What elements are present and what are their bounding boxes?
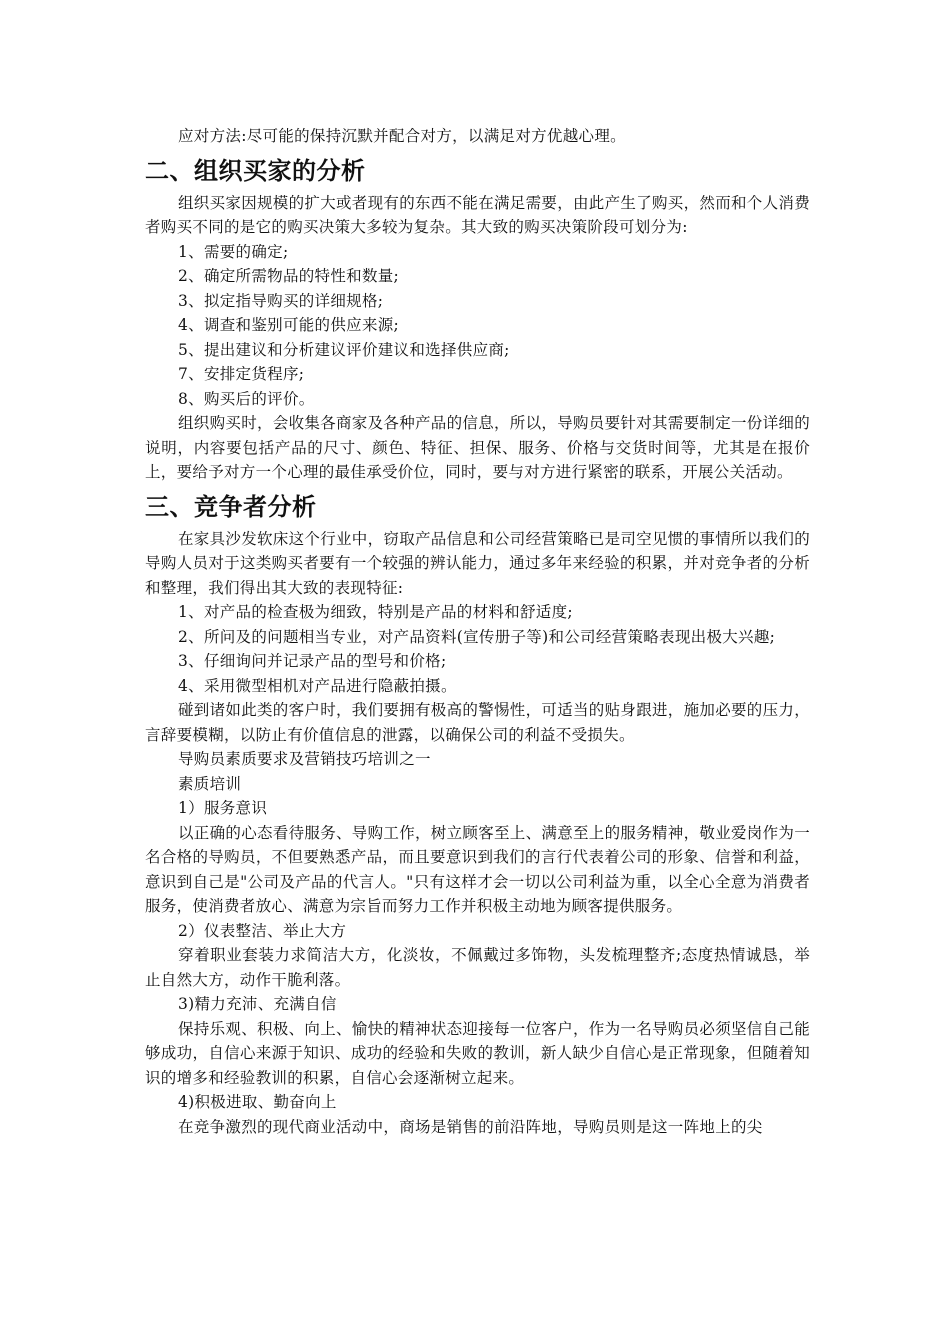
list-item: 3、拟定指导购买的详细规格; xyxy=(178,291,384,310)
list-item: 4、采用微型相机对产品进行隐蔽拍摄。 xyxy=(178,676,457,695)
paragraph: 组织购买时，会收集各商家及各种产品的信息，所以，导购员要针对其需要制定一份详细的说明，内容要包括产品的尺寸、颜色、特征、担保、服务、价格与交货时间等，尤其是在报价上，要给予对方一个心理的最佳承受价位，同时，要与对方进行紧密的联系，开展公关活动。 xyxy=(145,414,811,481)
list-item: 2、所问及的问题相当专业，对产品资料(宣传册子等)和公司经营策略表现出极大兴趣; xyxy=(178,627,776,646)
section-heading-competitors: 三、竞争者分析 xyxy=(145,492,317,521)
paragraph: 穿着职业套装力求简洁大方，化淡妆，不佩戴过多饰物，头发梳理整齐;态度热情诚恳，举止自然大方，动作干脆利落。 xyxy=(145,946,810,989)
list-item: 2、确定所需物品的特性和数量; xyxy=(178,267,400,285)
list-item: 4、调查和鉴别可能的供应来源; xyxy=(178,316,400,334)
subsection-title: 4)积极进取、勤奋向上 xyxy=(178,1093,337,1111)
subsection-title: 3)精力充沛、充满自信 xyxy=(178,995,337,1013)
list-item: 7、安排定货程序; xyxy=(178,365,305,383)
list-item: 3、仔细询问并记录产品的型号和价格; xyxy=(178,652,447,670)
section-heading-organizational-buyers: 二、组织买家的分析 xyxy=(145,156,366,185)
list-item: 8、购买后的评价。 xyxy=(178,389,315,408)
paragraph: 在家具沙发软床这个行业中，窃取产品信息和公司经营策略已是司空见惯的事情所以我们的导购人员对于这类购买者要有一个较强的辨认能力，通过多年来经验的积累，并对竞争者的分析和整理，我们得出其大致的表现特征: xyxy=(145,529,811,597)
list-item: 5、提出建议和分析建议评价建议和选择供应商; xyxy=(178,340,510,359)
paragraph: 在竞争激烈的现代商业活动中，商场是销售的前沿阵地，导购员则是这一阵地上的尖 xyxy=(178,1117,763,1136)
subsection-title: 2）仪表整洁、举止大方 xyxy=(178,921,347,940)
list-item: 1、对产品的检查极为细致，特别是产品的材料和舒适度; xyxy=(178,603,573,621)
paragraph: 碰到诸如此类的客户时，我们要拥有极高的警惕性，可适当的贴身跟进，施加必要的压力，言辞要模糊，以防止有价值信息的泄露，以确保公司的利益不受损失。 xyxy=(145,701,811,744)
list-item: 1、需要的确定; xyxy=(178,242,289,261)
paragraph: 保持乐观、积极、向上、愉快的精神状态迎接每一位客户，作为一名导购员必须坚信自己能够成功，自信心来源于知识、成功的经验和失败的教训，新人缺少自信心是正常现象，但随着知识的增多和经验教训的积累，自信心会逐渐树立起来。 xyxy=(145,1019,811,1087)
training-subtitle: 素质培训 xyxy=(178,774,242,793)
subsection-title: 1）服务意识 xyxy=(178,799,268,817)
training-title: 导购员素质要求及营销技巧培训之一 xyxy=(178,750,431,768)
paragraph: 以正确的心态看待服务、导购工作，树立顾客至上、满意至上的服务精神，敬业爱岗作为一名合格的导购员，不但要熟悉产品，而且要意识到我们的言行代表着公司的形象、信誉和利益，意识到自己是"公司及产品的代言人。"只有这样才会一切以公司利益为重，以全心全意为消费者服务，使消费者放心、满意为宗旨而努力工作并积极主动地为顾客提供服务。 xyxy=(145,823,811,915)
intro-paragraph: 应对方法:尽可能的保持沉默并配合对方，以满足对方优越心理。 xyxy=(178,127,626,145)
document-page xyxy=(145,124,810,1139)
paragraph: 组织买家因规模的扩大或者现有的东西不能在满足需要，由此产生了购买，然而和个人消费者购买不同的是它的购买决策大多较为复杂。其大致的购买决策阶段可划分为: xyxy=(145,193,811,236)
